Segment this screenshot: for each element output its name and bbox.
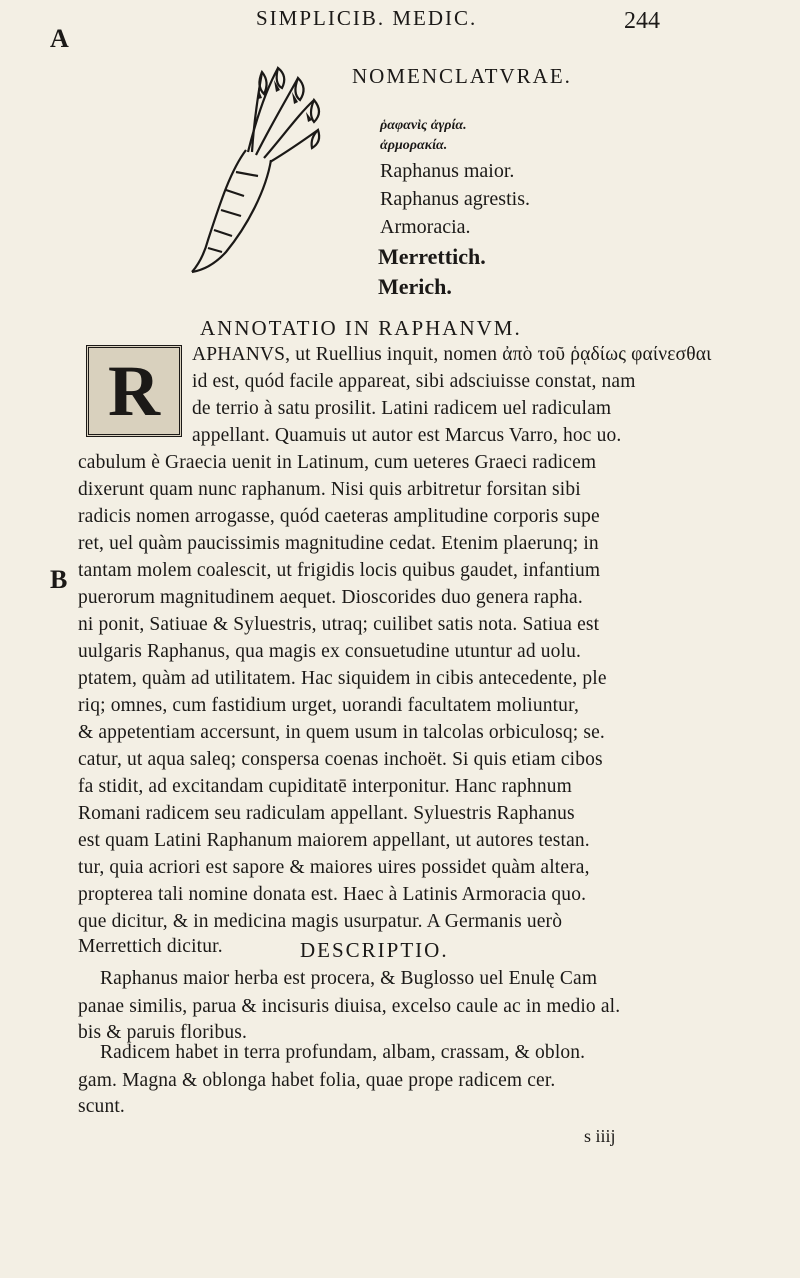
text-line: ret, uel quàm paucissimis magnitudine cedat. Etenim plaerunq; in <box>78 533 599 554</box>
signature-mark: s iiij <box>584 1126 616 1146</box>
text-line: ptatem, quàm ad utilitatem. Hac siquidem in cibis antecedente, ple <box>78 668 607 689</box>
text-line: propterea tali nomine donata est. Haec à Latinis Armoracia quo. <box>78 884 587 905</box>
german-name: Merich. <box>378 274 452 299</box>
latin-name: Armoracia. <box>380 216 471 238</box>
greek-name-1: ῥαφανὶς ἀγρία. <box>380 118 467 133</box>
text-line: dixerunt quam nunc raphanum. Nisi quis arbitretur forsitan sibi <box>78 479 581 500</box>
text-line: Radicem habet in terra profundam, albam, crassam, & oblon. <box>100 1042 586 1063</box>
annotation-title: ANNOTATIO IN RAPHANVM. <box>200 316 522 340</box>
text-line: tur, quia acriori est sapore & maiores uires possidet quàm altera, <box>78 857 590 878</box>
greek-name-2: ἀρμορακία. <box>380 138 448 153</box>
description-title: DESCRIPTIO. <box>300 938 449 962</box>
page-number: 244 <box>624 8 660 34</box>
text-line: bis & paruis floribus. <box>78 1022 248 1043</box>
text-line: scunt. <box>78 1096 125 1117</box>
radish-woodcut-illustration <box>186 60 326 280</box>
text-line: ni ponit, Satiuae & Syluestris, utraq; cuilibet satis nota. Satiua est <box>78 614 600 635</box>
text-line: gam. Magna & oblonga habet folia, quae prope radicem cer. <box>78 1070 556 1091</box>
latin-name: Raphanus maior. <box>380 160 515 182</box>
text-line: riq; omnes, cum fastidium urget, uorandi facultatem moliuntur, <box>78 695 579 716</box>
text-line: catur, ut aqua saleq; conspersa coenas inchoët. Si quis etiam cibos <box>78 749 603 770</box>
text-line: que dicitur, & in medicina magis usurpatur. A Germanis uerò <box>78 911 563 932</box>
text-line: tantam molem coalescit, ut frigidis locis quibus gaudet, infantium <box>78 560 601 581</box>
text-line: Romani radicem seu radiculam appellant. Syluestris Raphanus <box>78 803 575 824</box>
text-line: de terrio à satu prosilit. Latini radicem uel radiculam <box>192 398 612 419</box>
text-line: Raphanus maior herba est procera, & Buglosso uel Enulę Cam <box>100 968 598 989</box>
text-line: puerorum magnitudinem aequet. Dioscorides duo genera rapha. <box>78 587 583 608</box>
initial-letter: R <box>108 350 160 431</box>
text-line: fa stidit, ad excitandam cupiditatē interponitur. Hanc raphnum <box>78 776 572 797</box>
text-line: & appetentiam accersunt, in quem usum in talcolas orbiculosq; se. <box>78 722 605 743</box>
text-line: cabulum è Graecia uenit in Latinum, cum ueteres Graeci radicem <box>78 452 597 473</box>
text-line: uulgaris Raphanus, qua magis ex consuetudine utuntur ad uolu. <box>78 641 582 662</box>
german-name: Merrettich. <box>378 244 486 269</box>
marginal-letter-b: B <box>50 565 68 594</box>
text-line: id est, quód facile appareat, sibi adsciuisse constat, nam <box>192 371 636 392</box>
text-line: APHANVS, ut Ruellius inquit, nomen ἀπὸ τοῦ ῥᾳδίως φαίνεσθαι <box>192 344 712 365</box>
marginal-letter-a: A <box>50 24 69 53</box>
nomenclature-title: NOMENCLATVRAE. <box>352 64 572 88</box>
decorated-initial <box>86 345 182 437</box>
text-line: panae similis, parua & incisuris diuisa, excelso caule ac in medio al. <box>78 996 621 1017</box>
text-line: radicis nomen arrogasse, quód caeteras amplitudine corporis supe <box>78 506 600 527</box>
running-head: SIMPLICIB. MEDIC. <box>256 6 478 30</box>
text-line: appellant. Quamuis ut autor est Marcus Varro, hoc uo. <box>192 425 622 446</box>
text-line: est quam Latini Raphanum maiorem appellant, ut autores testan. <box>78 830 590 851</box>
text-line: Merrettich dicitur. <box>78 936 223 957</box>
latin-name: Raphanus agrestis. <box>380 188 530 210</box>
